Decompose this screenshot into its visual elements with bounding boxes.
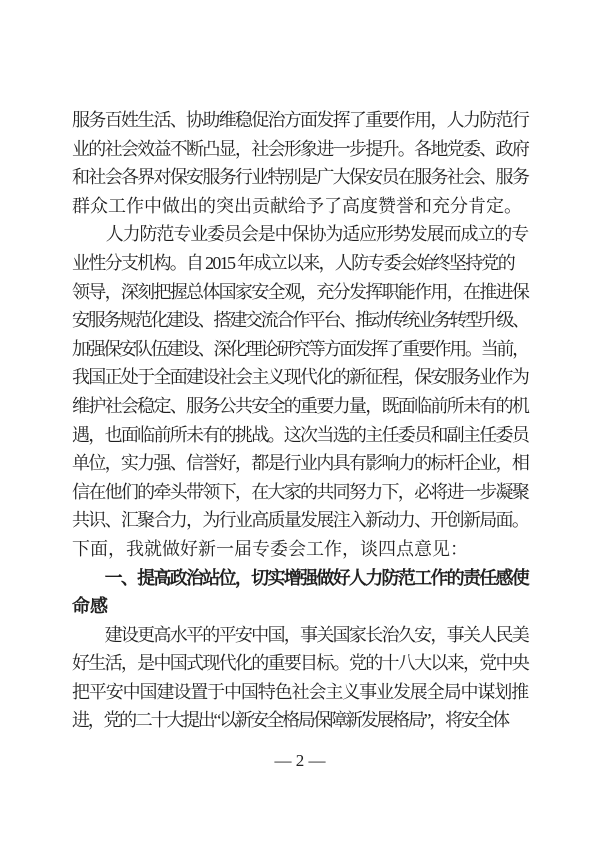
text-line: 和社会各界对保安服务行业特别是广大保安员在服务社会、服务 <box>72 167 529 188</box>
text-line: 单位，实力强、信誉好，都是行业内具有影响力的标杆企业，相 <box>72 453 529 474</box>
text-line: 好生活，是中国式现代化的重要目标。党的十八大以来，党中央 <box>72 653 529 674</box>
text-line: 把平安中国建设置于中国特色社会主义事业发展全局中谋划推 <box>72 681 529 702</box>
text-line: 遇，也面临前所未有的挑战。这次当选的主任委员和副主任委员 <box>72 424 529 445</box>
document-body <box>72 106 530 735</box>
text-line: 下面，我就做好新一届专委会工作，谈四点意见： <box>72 538 468 559</box>
text-line: 人力防范专业委员会是中保协为适应形势发展而成立的专 <box>105 224 529 245</box>
text-line: 建设更高水平的平安中国，事关国家长治久安，事关人民美 <box>104 624 529 645</box>
text-line: 服务百姓生活、协助维稳促治方面发挥了重要作用，人力防范行 <box>72 110 529 130</box>
text-line: 加强保安队伍建设、深化理论研究等方面发挥了重要作用。当前， <box>72 338 528 359</box>
text-line: 维护社会稳定、服务公共安全的重要力量，既面临前所未有的机 <box>72 395 529 416</box>
text-line: 业性分支机构。自 2015 年成立以来，人防专委会始终坚持党的 <box>72 252 514 273</box>
page-number: — 2 — <box>274 751 326 770</box>
text-line: 进，党的二十大提出“以新安全格局保障新发展格局”，将安全体 <box>72 710 508 731</box>
text-line: 领导，深刻把握总体国家安全观，充分发挥职能作用，在推进保 <box>72 281 529 302</box>
text-line: 信在他们的牵头带领下，在大家的共同努力下，必将进一步凝聚 <box>72 481 529 502</box>
text-line: 我国正处于全面建设社会主义现代化的新征程，保安服务业作为 <box>72 367 529 388</box>
text-line: 安服务规范化建设、搭建交流合作平台、推动传统业务转型升级、 <box>72 310 528 331</box>
heading-line: 命感 <box>72 596 108 617</box>
heading-line: 一、提高政治站位，切实增强做好人力防范工作的责任感使 <box>104 567 529 588</box>
text-line: 群众工作中做出的突出贡献给予了高度赞誉和充分肯定。 <box>72 195 522 216</box>
text-line: 共识、汇聚合力，为行业高质量发展注入新动力、开创新局面。 <box>72 510 529 531</box>
text-line: 业的社会效益不断凸显，社会形象进一步提升。各地党委、政府 <box>72 138 529 159</box>
